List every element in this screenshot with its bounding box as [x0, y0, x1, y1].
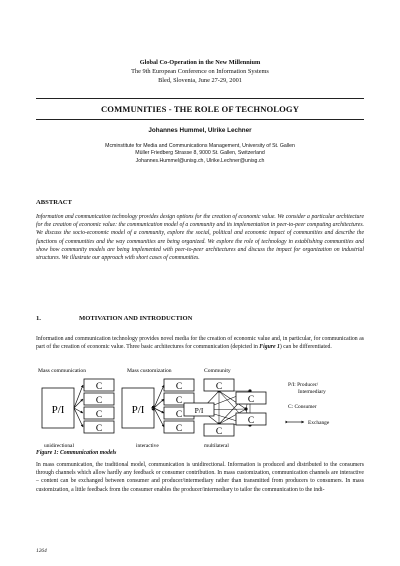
page-number: 1264 [36, 548, 47, 554]
intro-text-end: ) can be differentiated. [279, 344, 332, 351]
abstract-heading: ABSTRACT [36, 199, 72, 206]
node-pi: P/I [51, 404, 65, 416]
node-pi: P/I [131, 404, 145, 416]
diagram-mass-customization [122, 379, 194, 434]
label-unidirectional: unidirectional [44, 443, 74, 449]
section-heading: MOTIVATION AND INTRODUCTION [79, 315, 193, 322]
node-c: C [247, 395, 255, 405]
node-c: C [175, 410, 183, 420]
body-paragraph: In mass communication, the traditional model, communication is unidirectional. Information is produced and distributed to the consumers through channels which allow hardly any feedback or consumer contribution. In mass customization, communication channels are interactive – content can be exchanged between consumer and producer/intermediary rather than transmitted from producers to consumers. In mass customization, a little feedback from the consumer enables the producer/intermediary to tailor the communication to the indi- [36, 462, 364, 493]
node-c: C [95, 396, 103, 406]
node-c: C [95, 410, 103, 420]
affiliation-emails: Johannes.Hummel@unisg.ch, Ulrike.Lechner@unisg.ch [135, 157, 265, 164]
affiliation-institute: Mcminstitute for Media and Communications Management, University of St. Gallen [105, 143, 295, 149]
node-c: C [215, 427, 223, 437]
node-c: C [175, 424, 183, 434]
conference-title [0, 59, 400, 67]
node-pi: P/I [194, 406, 204, 415]
label-multilateral: multilateral [204, 443, 229, 449]
paper-title: COMMUNITIES - THE ROLE OF TECHNOLOGY [100, 104, 300, 114]
diagram-mass-communication [42, 379, 114, 434]
paper-authors: Johannes Hummel, Ulrike Lechner [148, 127, 252, 134]
intro-paragraph [36, 335, 364, 351]
section-number: 1. [36, 315, 41, 322]
label-mass-communication: Mass communication [38, 368, 87, 374]
figure-caption: Figure 1: Communication models [36, 450, 117, 456]
legend-pi: P/I: Producer/ [288, 382, 319, 388]
legend-exchange: Exchange [308, 420, 330, 426]
label-mass-customization: Mass customization [127, 368, 172, 374]
conference-subtitle: The 9th European Conference on Information Systems [131, 68, 269, 75]
affiliation [0, 143, 400, 165]
figure-reference[interactable]: Figure 1 [259, 344, 280, 351]
node-c: C [175, 396, 183, 406]
node-c: C [95, 424, 103, 434]
node-c: C [175, 382, 183, 392]
diagram-community [184, 379, 266, 437]
node-c: C [95, 382, 103, 392]
node-c: C [215, 382, 223, 392]
label-interactive: interactive [136, 443, 159, 449]
title-rule-top [36, 98, 364, 99]
legend-pi-cont: Intermediary [298, 389, 326, 395]
abstract-text: Information and communication technology provides design options for the creation of economic value. We consider a particular architecture for the creation of economic value: the communication model of a community and its implementation in peer-to-peer computing architectures. We discuss the socio-economic model of a community, explore the social, political and economic impact of communities and describe the functions of communities and the way communities are being organized. We explore the role of technology in establishing communities and show how community models are being implemented with peer-to-peer architectures and discuss the impact for organization on industrial structures. We illustrate our approach with short cases of communities. [36, 214, 364, 262]
figure-legend [288, 382, 330, 426]
title-rule-bottom [36, 119, 364, 120]
intro-text-start: Information and communication technology provides novel media for the creation of economic value and, in particular, for communication as part of the creation of economic value. Three basic architectures for communication (depicted in [36, 336, 364, 351]
legend-consumer: C: Consumer [288, 404, 317, 410]
conference-location: Bled, Slovenia, June 27-29, 2001 [158, 77, 242, 84]
label-community: Community [204, 368, 231, 374]
affiliation-address: Müller Friedberg Strasse 8, 9000 St. Gallen, Switzerland [135, 150, 265, 157]
conference-name: Global Co-Operation in the New Millennium [139, 59, 261, 66]
node-c: C [247, 416, 255, 426]
